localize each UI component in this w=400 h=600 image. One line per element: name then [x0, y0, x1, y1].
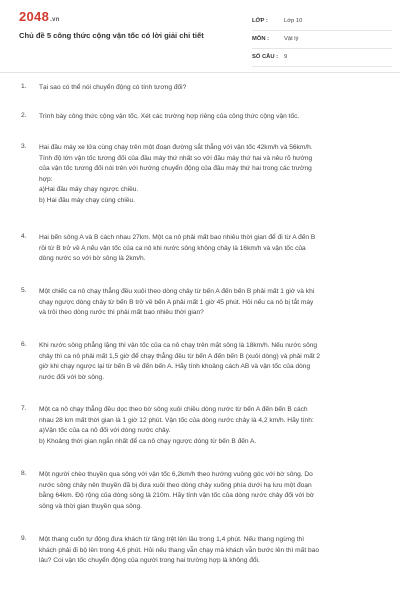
question-line: b) Hai đầu máy chạy cùng chiều.: [39, 196, 136, 204]
question-line: Một ca nô chạy thẳng đều dọc theo bờ sông xuôi chiều dòng nước từ bến A đến bến B cách: [39, 406, 308, 413]
question-line: Hai bến sông A và B cách nhau 27km. Một ca nô phải mất bao nhiêu thời gian để đi từ A đến B: [39, 234, 316, 241]
question-line: của vận tốc tương đối nói trên với hướng chuyển động của đầu máy thứ hai trong các trường: [39, 165, 312, 173]
question-line: nước sông chảy nên thuyền đã bị đưa xuôi theo dòng chảy xuống phía dưới hạ lưu một đoạn: [39, 481, 312, 489]
site-logo[interactable]: [19, 9, 60, 24]
question-line: Hai đầu máy xe lửa cùng chạy trên một đoạn đường sắt thẳng với vận tốc 42km/h và 56km/h.: [39, 144, 313, 151]
question-text: [39, 341, 379, 383]
meta-row-subject: [252, 32, 392, 49]
meta-label: LỚP :: [252, 18, 268, 24]
question-line: chạy ngược dòng chảy từ bến B trở về bến A phải mất 1 giờ 45 phút. Hỏi nếu ca nô bị tắt máy: [39, 298, 314, 306]
meta-row-class: [252, 14, 392, 31]
question-line: Một chiếc ca nô chạy thẳng đều xuôi theo dòng chảy từ bến A đến bến B phải mất 1 giờ và khi: [39, 288, 315, 295]
question-text: [39, 233, 379, 265]
question-number: 8.: [21, 470, 27, 477]
question-line: Trình bày công thức cộng vận tốc. Xét các trường hợp riêng của công thức cộng vận tốc.: [39, 113, 300, 120]
question-line: nước đối với bờ sông.: [39, 373, 105, 381]
question-line: lâu? Coi vận tốc chuyển động của người trong hai trường hợp là không đổi.: [39, 557, 260, 565]
meta-label: MÔN :: [252, 36, 270, 42]
question-number: 3.: [21, 143, 27, 150]
question-line: nhau 28 km mất thời gian là 1 giờ 12 phút. Vận tốc của dòng nước chảy là 4,2 km/h. Hãy tính:: [39, 416, 314, 424]
question-line: sông và thời gian thuyền qua sông.: [39, 502, 142, 510]
question-text: [39, 405, 379, 447]
question-text: [39, 112, 379, 123]
question-line: rồi từ B trở về A nếu vận tốc của ca nô khi nước sông không chảy là 16km/h và vận tốc của: [39, 244, 306, 252]
question-line: hợp:: [39, 175, 53, 183]
question-line: dòng nước so với bờ sông là 2km/h.: [39, 255, 146, 263]
question-text: [39, 287, 379, 319]
meta-value: Vật lý: [284, 36, 299, 42]
question-line: giờ khi chạy ngược lại từ bến B về đến bến A. Hãy tính khoảng cách AB và vận tốc của dòng: [39, 363, 311, 371]
question-number: 5.: [21, 287, 27, 294]
question-line: Một người chèo thuyền qua sông với vận tốc 6,2km/h theo hướng vuông góc với bờ sông. Do: [39, 471, 313, 478]
question-line: Tại sao có thể nói chuyển động có tính tương đối?: [39, 84, 187, 91]
question-line: Khi nước sông phẳng lặng thì vận tốc của ca nô chạy trên mặt sông là 18km/h. Nếu nước sông: [39, 342, 318, 349]
page-header: [0, 0, 400, 73]
question-line: b) Khoảng thời gian ngắn nhất để ca nô chạy ngược dòng từ bến B đến A.: [39, 437, 257, 445]
question-number: 2.: [21, 112, 27, 119]
meta-value: 9: [284, 54, 288, 60]
question-line: và trôi theo dòng nước thì phải mất bao nhiêu thời gian?: [39, 309, 204, 317]
question-line: a)Vận tốc của ca nô đối với dòng nước chảy.: [39, 427, 171, 435]
question-text: [39, 143, 379, 207]
question-number: 6.: [21, 341, 27, 348]
question-line: Một thang cuốn tự động đưa khách từ tầng trệt lên lầu trong 1,4 phút. Nếu thang ngừng thì: [39, 536, 305, 543]
question-line: Tính độ lớn vận tốc tương đối của đầu máy thứ nhất so với đầu máy thứ hai và nêu rõ hướng: [39, 154, 313, 162]
logo-suffix: .vn: [50, 17, 60, 23]
question-number: 7.: [21, 405, 27, 412]
question-line: a)Hai đầu máy chạy ngược chiều.: [39, 186, 139, 194]
question-number: 9.: [21, 535, 27, 542]
meta-value: Lớp 10: [284, 18, 303, 24]
question-line: chảy thì ca nô phải mất 1,5 giờ để chạy thẳng đều từ bến A đến bến B (xuôi dòng) và phải mất 2: [39, 352, 321, 360]
question-text: [39, 470, 379, 512]
question-number: 4.: [21, 233, 27, 240]
question-text: [39, 535, 379, 567]
meta-label: SỐ CÂU :: [252, 54, 279, 60]
meta-row-question-count: [252, 50, 392, 67]
question-line: khách phải đi bộ lên trong 4,6 phút. Hỏi nếu thang vẫn chạy mà khách vẫn bước lên thì mất bao: [39, 546, 319, 554]
document-title: Chủ đề 5 công thức cộng vận tốc có lời giải chi tiết: [19, 31, 204, 40]
logo-main: 2048: [19, 9, 50, 24]
question-number: 1.: [21, 83, 27, 90]
question-text: [39, 83, 379, 94]
meta-info-table: [252, 14, 392, 68]
question-line: bằng 64km. Độ rộng của dòng sông là 210m. Hãy tính vận tốc của dòng nước chảy đối với bờ: [39, 492, 315, 500]
